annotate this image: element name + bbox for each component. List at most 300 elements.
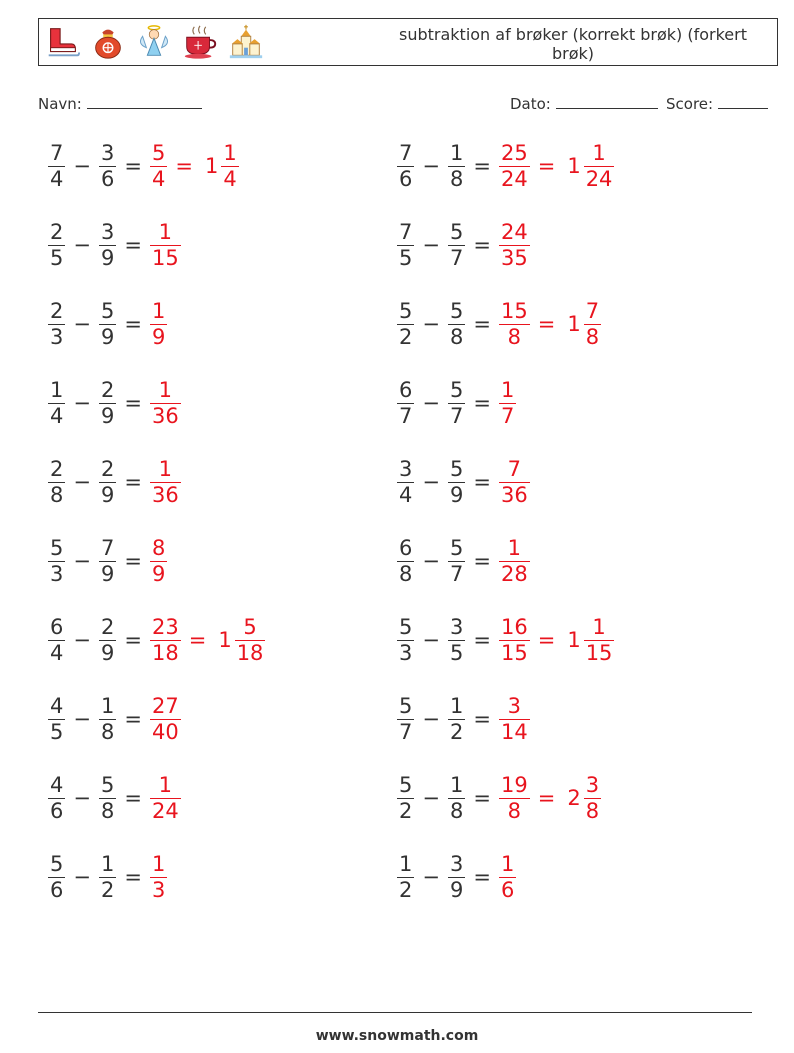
hot-cup-icon bbox=[181, 23, 219, 61]
equals-sign: = bbox=[124, 470, 142, 494]
equals-sign: = bbox=[124, 233, 142, 257]
fraction-b-numerator: 3 bbox=[449, 614, 464, 639]
answer-fraction-numerator: 5 bbox=[151, 140, 166, 165]
answer-fraction-denominator: 24 bbox=[500, 166, 528, 191]
problem-row bbox=[46, 296, 169, 352]
fraction-b-denominator: 9 bbox=[100, 482, 115, 507]
answer-fraction bbox=[150, 536, 167, 587]
answer-fraction-numerator: 1 bbox=[158, 219, 173, 244]
fraction-b-denominator: 9 bbox=[100, 640, 115, 665]
answer-fraction bbox=[499, 378, 516, 429]
fraction-a-denominator: 4 bbox=[399, 482, 413, 507]
fraction-b-denominator: 8 bbox=[449, 324, 464, 349]
problem-row bbox=[46, 770, 183, 826]
answer-fraction-denominator: 14 bbox=[500, 719, 528, 744]
fraction-a-denominator: 4 bbox=[50, 403, 64, 428]
equals-sign: = bbox=[473, 628, 491, 652]
fraction-a bbox=[48, 536, 65, 587]
fraction-a bbox=[397, 299, 414, 350]
answer-fraction bbox=[150, 615, 181, 666]
fraction-a bbox=[48, 141, 65, 192]
fraction-b bbox=[99, 299, 116, 350]
answer-fraction-denominator: 40 bbox=[151, 719, 179, 744]
fraction-b-denominator: 5 bbox=[449, 640, 464, 665]
mixed-fraction bbox=[584, 299, 601, 350]
problem-row bbox=[46, 454, 183, 510]
answer-equals-sign: = bbox=[188, 628, 207, 652]
fraction-b bbox=[99, 773, 116, 824]
fraction-b-numerator: 3 bbox=[100, 140, 115, 165]
date-field bbox=[510, 94, 658, 113]
fraction-b-numerator: 2 bbox=[100, 614, 115, 639]
fraction-a bbox=[48, 773, 65, 824]
problem-row bbox=[395, 375, 518, 431]
fraction-b-numerator: 1 bbox=[449, 140, 464, 165]
worksheet-title: subtraktion af brøker (korrekt brøk) (forkert brøk) bbox=[398, 25, 747, 63]
fraction-b-denominator: 6 bbox=[100, 166, 115, 191]
answer-fraction bbox=[499, 615, 530, 666]
fraction-a bbox=[48, 694, 65, 745]
name-label: Navn: bbox=[38, 95, 82, 113]
score-label: Score: bbox=[666, 95, 714, 113]
equals-sign: = bbox=[124, 865, 142, 889]
mixed-numerator: 1 bbox=[592, 140, 606, 165]
fraction-b bbox=[448, 378, 465, 429]
answer-fraction-denominator: 4 bbox=[151, 166, 166, 191]
answer-fraction-denominator: 6 bbox=[500, 877, 515, 902]
answer-fraction-numerator: 1 bbox=[151, 298, 166, 323]
answer-fraction-denominator: 28 bbox=[500, 561, 528, 586]
fraction-a bbox=[48, 852, 65, 903]
fraction-b-numerator: 3 bbox=[449, 851, 464, 876]
equals-sign: = bbox=[473, 865, 491, 889]
mixed-numerator: 7 bbox=[585, 298, 600, 323]
name-line[interactable] bbox=[87, 94, 202, 109]
minus-sign: − bbox=[422, 549, 440, 573]
name-field bbox=[38, 94, 202, 113]
answer bbox=[497, 457, 532, 508]
answer-fraction bbox=[499, 220, 530, 271]
fraction-a bbox=[48, 457, 65, 508]
fraction-b bbox=[448, 536, 465, 587]
fraction-a bbox=[48, 299, 65, 350]
answer-fraction-numerator: 1 bbox=[507, 535, 522, 560]
fraction-a-numerator: 6 bbox=[50, 614, 64, 639]
fraction-b-numerator: 1 bbox=[100, 693, 115, 718]
answer bbox=[497, 220, 532, 271]
worksheet-header bbox=[38, 18, 778, 66]
answer bbox=[497, 378, 518, 429]
fraction-b bbox=[448, 220, 465, 271]
fraction-b bbox=[448, 457, 465, 508]
answer-fraction bbox=[499, 457, 530, 508]
equals-sign: = bbox=[124, 154, 142, 178]
fraction-b bbox=[99, 220, 116, 271]
answer bbox=[148, 220, 183, 271]
church-icon bbox=[227, 23, 265, 61]
fraction-b-denominator: 8 bbox=[449, 798, 464, 823]
answer-fraction-numerator: 15 bbox=[500, 298, 528, 323]
fraction-a-numerator: 2 bbox=[50, 456, 64, 481]
fraction-b-denominator: 8 bbox=[100, 719, 115, 744]
answer bbox=[497, 773, 603, 824]
answer-fraction-denominator: 36 bbox=[151, 403, 179, 428]
answer-equals-sign: = bbox=[537, 786, 556, 810]
answer-fraction-denominator: 3 bbox=[151, 877, 166, 902]
problem-row bbox=[395, 770, 603, 826]
fraction-a-denominator: 2 bbox=[399, 877, 413, 902]
fraction-b bbox=[448, 615, 465, 666]
answer-fraction-denominator: 15 bbox=[500, 640, 528, 665]
date-label: Dato: bbox=[510, 95, 551, 113]
fraction-b bbox=[448, 773, 465, 824]
answer-equals-sign: = bbox=[537, 628, 556, 652]
gift-sack-icon bbox=[89, 23, 127, 61]
fraction-b-denominator: 7 bbox=[449, 403, 464, 428]
answer-fraction-numerator: 7 bbox=[507, 456, 522, 481]
answer bbox=[148, 536, 169, 587]
fraction-a-denominator: 8 bbox=[50, 482, 64, 507]
fraction-a-numerator: 1 bbox=[399, 851, 413, 876]
answer-fraction-denominator: 36 bbox=[500, 482, 528, 507]
mixed-numerator: 5 bbox=[243, 614, 257, 639]
minus-sign: − bbox=[73, 628, 91, 652]
fraction-a-numerator: 5 bbox=[50, 535, 64, 560]
score-field bbox=[666, 94, 768, 113]
fraction-b-denominator: 9 bbox=[100, 324, 115, 349]
fraction-a bbox=[397, 141, 414, 192]
answer-fraction bbox=[150, 220, 181, 271]
mixed-fraction bbox=[584, 141, 615, 192]
equals-sign: = bbox=[473, 786, 491, 810]
answer bbox=[497, 299, 603, 350]
problem-row bbox=[395, 138, 616, 194]
minus-sign: − bbox=[422, 470, 440, 494]
answer bbox=[148, 299, 169, 350]
fraction-b bbox=[448, 694, 465, 745]
mixed-whole: 1 bbox=[567, 628, 581, 652]
fraction-b-numerator: 5 bbox=[449, 535, 464, 560]
answer-fraction-denominator: 15 bbox=[151, 245, 179, 270]
minus-sign: − bbox=[422, 786, 440, 810]
problem-row bbox=[395, 612, 616, 668]
answer-equals-sign: = bbox=[175, 154, 193, 178]
fraction-b-denominator: 7 bbox=[449, 245, 464, 270]
problem-row bbox=[395, 691, 532, 747]
fraction-a-denominator: 3 bbox=[50, 561, 64, 586]
fraction-a-numerator: 6 bbox=[399, 535, 413, 560]
answer-fraction-numerator: 1 bbox=[151, 851, 166, 876]
answer bbox=[148, 852, 169, 903]
equals-sign: = bbox=[124, 312, 142, 336]
footer-url: www.snowmath.com bbox=[315, 1028, 479, 1044]
equals-sign: = bbox=[124, 549, 142, 573]
minus-sign: − bbox=[73, 391, 91, 415]
answer-fraction bbox=[499, 773, 530, 824]
answer bbox=[497, 694, 532, 745]
fraction-a bbox=[397, 615, 414, 666]
answer-fraction bbox=[150, 773, 181, 824]
answer bbox=[148, 773, 183, 824]
fraction-b bbox=[99, 536, 116, 587]
fraction-a-denominator: 5 bbox=[50, 245, 64, 270]
fraction-b-denominator: 7 bbox=[449, 561, 464, 586]
mixed-fraction bbox=[584, 615, 615, 666]
fraction-b-denominator: 8 bbox=[100, 798, 115, 823]
date-line[interactable] bbox=[556, 94, 658, 109]
mixed-whole: 1 bbox=[204, 154, 219, 178]
equals-sign: = bbox=[473, 391, 491, 415]
answer-fraction bbox=[150, 299, 167, 350]
fraction-b-numerator: 5 bbox=[449, 456, 464, 481]
fraction-a-numerator: 5 bbox=[399, 298, 413, 323]
minus-sign: − bbox=[422, 865, 440, 889]
answer-fraction-numerator: 8 bbox=[151, 535, 166, 560]
mixed-denominator: 24 bbox=[585, 166, 613, 191]
fraction-b-numerator: 2 bbox=[100, 377, 115, 402]
mixed-denominator: 4 bbox=[223, 166, 237, 191]
minus-sign: − bbox=[422, 628, 440, 652]
equals-sign: = bbox=[124, 391, 142, 415]
answer-fraction bbox=[150, 378, 181, 429]
fraction-a-numerator: 5 bbox=[50, 851, 64, 876]
answer-fraction bbox=[150, 457, 181, 508]
fraction-a bbox=[397, 378, 414, 429]
angel-icon bbox=[135, 23, 173, 61]
fraction-a-denominator: 7 bbox=[399, 403, 413, 428]
answer bbox=[497, 852, 518, 903]
answer-fraction-denominator: 18 bbox=[151, 640, 179, 665]
mixed-whole: 1 bbox=[218, 628, 232, 652]
fraction-b-denominator: 2 bbox=[100, 877, 115, 902]
problem-row bbox=[395, 217, 532, 273]
problem-row bbox=[46, 375, 183, 431]
fraction-b-denominator: 9 bbox=[449, 482, 464, 507]
problem-row bbox=[395, 849, 518, 905]
minus-sign: − bbox=[422, 154, 440, 178]
fraction-b bbox=[99, 852, 116, 903]
minus-sign: − bbox=[73, 233, 91, 257]
equals-sign: = bbox=[124, 628, 142, 652]
fraction-a bbox=[397, 694, 414, 745]
fraction-b-denominator: 2 bbox=[449, 719, 464, 744]
footer-divider bbox=[38, 1012, 752, 1013]
fraction-a-numerator: 7 bbox=[50, 140, 64, 165]
answer-fraction bbox=[499, 694, 530, 745]
fraction-b-denominator: 9 bbox=[100, 245, 115, 270]
fraction-a-denominator: 5 bbox=[399, 245, 413, 270]
fraction-a-numerator: 7 bbox=[399, 219, 413, 244]
fraction-a bbox=[397, 536, 414, 587]
mixed-denominator: 8 bbox=[585, 324, 600, 349]
fraction-a-numerator: 2 bbox=[50, 298, 64, 323]
answer-fraction-numerator: 16 bbox=[500, 614, 528, 639]
minus-sign: − bbox=[422, 707, 440, 731]
answer-fraction-denominator: 9 bbox=[151, 561, 166, 586]
answer-fraction-numerator: 1 bbox=[158, 456, 173, 481]
fraction-a-numerator: 5 bbox=[399, 772, 413, 797]
fraction-b-numerator: 1 bbox=[449, 772, 464, 797]
problem-row bbox=[46, 849, 169, 905]
fraction-a-denominator: 5 bbox=[50, 719, 64, 744]
fraction-a-denominator: 2 bbox=[399, 324, 413, 349]
minus-sign: − bbox=[422, 391, 440, 415]
answer-fraction bbox=[499, 852, 516, 903]
minus-sign: − bbox=[73, 865, 91, 889]
mixed-numerator: 1 bbox=[223, 140, 237, 165]
fraction-b-denominator: 9 bbox=[449, 877, 464, 902]
equals-sign: = bbox=[473, 233, 491, 257]
answer-fraction-numerator: 25 bbox=[500, 140, 528, 165]
minus-sign: − bbox=[73, 786, 91, 810]
fraction-b-numerator: 5 bbox=[100, 772, 115, 797]
minus-sign: − bbox=[422, 233, 440, 257]
fraction-b bbox=[448, 299, 465, 350]
fraction-a-denominator: 8 bbox=[399, 561, 413, 586]
answer-fraction bbox=[150, 852, 167, 903]
answer bbox=[497, 615, 616, 666]
mixed-fraction bbox=[235, 615, 266, 666]
answer bbox=[148, 694, 183, 745]
equals-sign: = bbox=[473, 154, 491, 178]
fraction-a-numerator: 3 bbox=[399, 456, 413, 481]
answer-fraction bbox=[150, 141, 167, 192]
answer-fraction-numerator: 1 bbox=[500, 377, 515, 402]
answer-fraction-denominator: 7 bbox=[500, 403, 515, 428]
answer-fraction-denominator: 36 bbox=[151, 482, 179, 507]
mixed-whole: 2 bbox=[567, 786, 581, 810]
mixed-numerator: 3 bbox=[585, 772, 600, 797]
answer-fraction-numerator: 1 bbox=[158, 772, 173, 797]
fraction-b-numerator: 3 bbox=[100, 219, 115, 244]
fraction-b-numerator: 5 bbox=[449, 219, 464, 244]
fraction-a bbox=[397, 773, 414, 824]
answer-fraction-denominator: 35 bbox=[500, 245, 528, 270]
fraction-a-numerator: 2 bbox=[50, 219, 64, 244]
answer bbox=[148, 378, 183, 429]
problem-row bbox=[395, 533, 532, 589]
minus-sign: − bbox=[73, 154, 91, 178]
fraction-b-numerator: 5 bbox=[449, 298, 464, 323]
fraction-a-numerator: 4 bbox=[50, 693, 64, 718]
score-line[interactable] bbox=[718, 94, 768, 109]
answer-fraction bbox=[499, 299, 530, 350]
answer-fraction-denominator: 8 bbox=[507, 798, 522, 823]
fraction-a-denominator: 7 bbox=[399, 719, 413, 744]
answer bbox=[148, 457, 183, 508]
equals-sign: = bbox=[124, 786, 142, 810]
answer-fraction-numerator: 3 bbox=[507, 693, 522, 718]
fraction-a-numerator: 6 bbox=[399, 377, 413, 402]
mixed-whole: 1 bbox=[567, 154, 581, 178]
fraction-a bbox=[48, 615, 65, 666]
fraction-b bbox=[99, 378, 116, 429]
minus-sign: − bbox=[73, 312, 91, 336]
fraction-b bbox=[448, 141, 465, 192]
mixed-whole: 1 bbox=[567, 312, 581, 336]
mixed-denominator: 8 bbox=[585, 798, 600, 823]
fraction-b-numerator: 5 bbox=[449, 377, 464, 402]
mixed-denominator: 18 bbox=[236, 640, 264, 665]
equals-sign: = bbox=[473, 470, 491, 494]
minus-sign: − bbox=[73, 707, 91, 731]
fraction-b-numerator: 5 bbox=[100, 298, 115, 323]
fraction-a-denominator: 6 bbox=[399, 166, 413, 191]
fraction-b-numerator: 1 bbox=[100, 851, 115, 876]
problem-row bbox=[46, 138, 241, 194]
problem-row bbox=[46, 612, 267, 668]
fraction-a-denominator: 6 bbox=[50, 798, 64, 823]
fraction-b bbox=[99, 141, 116, 192]
answer bbox=[497, 141, 616, 192]
problem-row bbox=[46, 533, 169, 589]
answer-fraction-denominator: 8 bbox=[507, 324, 522, 349]
fraction-a-denominator: 6 bbox=[50, 877, 64, 902]
answer-fraction-denominator: 24 bbox=[151, 798, 179, 823]
fraction-a bbox=[397, 220, 414, 271]
fraction-b-denominator: 9 bbox=[100, 403, 115, 428]
answer-fraction bbox=[499, 141, 530, 192]
fraction-a-denominator: 4 bbox=[50, 640, 64, 665]
answer bbox=[148, 141, 241, 192]
fraction-b-numerator: 1 bbox=[449, 693, 464, 718]
fraction-a-denominator: 3 bbox=[399, 640, 413, 665]
fraction-b-numerator: 2 bbox=[100, 456, 115, 481]
fraction-b-denominator: 8 bbox=[449, 166, 464, 191]
answer-fraction-numerator: 27 bbox=[151, 693, 179, 718]
fraction-b bbox=[99, 694, 116, 745]
fraction-a-numerator: 1 bbox=[50, 377, 64, 402]
fraction-b bbox=[99, 457, 116, 508]
fraction-b bbox=[448, 852, 465, 903]
minus-sign: − bbox=[73, 549, 91, 573]
answer-fraction-numerator: 1 bbox=[158, 377, 173, 402]
problem-row bbox=[46, 217, 183, 273]
answer-fraction-numerator: 1 bbox=[500, 851, 515, 876]
fraction-a-denominator: 4 bbox=[50, 166, 64, 191]
fraction-b bbox=[99, 615, 116, 666]
problem-row bbox=[395, 454, 532, 510]
answer bbox=[497, 536, 532, 587]
answer-fraction-numerator: 19 bbox=[500, 772, 528, 797]
fraction-b-denominator: 9 bbox=[100, 561, 115, 586]
answer-fraction-numerator: 24 bbox=[500, 219, 528, 244]
fraction-a-numerator: 4 bbox=[50, 772, 64, 797]
problem-row bbox=[46, 691, 183, 747]
fraction-a bbox=[397, 852, 414, 903]
fraction-a bbox=[48, 378, 65, 429]
fraction-a-numerator: 5 bbox=[399, 693, 413, 718]
problem-row bbox=[395, 296, 603, 352]
mixed-fraction bbox=[221, 141, 238, 192]
fraction-b-numerator: 7 bbox=[100, 535, 115, 560]
fraction-a bbox=[48, 220, 65, 271]
equals-sign: = bbox=[473, 549, 491, 573]
fraction-a-numerator: 7 bbox=[399, 140, 413, 165]
answer-fraction-denominator: 9 bbox=[151, 324, 166, 349]
header-icons bbox=[43, 23, 265, 63]
ice-skate-icon bbox=[43, 23, 81, 61]
answer-fraction bbox=[150, 694, 181, 745]
fraction-a bbox=[397, 457, 414, 508]
minus-sign: − bbox=[73, 470, 91, 494]
minus-sign: − bbox=[422, 312, 440, 336]
answer-fraction bbox=[499, 536, 530, 587]
equals-sign: = bbox=[473, 312, 491, 336]
mixed-denominator: 15 bbox=[585, 640, 613, 665]
equals-sign: = bbox=[473, 707, 491, 731]
answer-equals-sign: = bbox=[537, 312, 556, 336]
